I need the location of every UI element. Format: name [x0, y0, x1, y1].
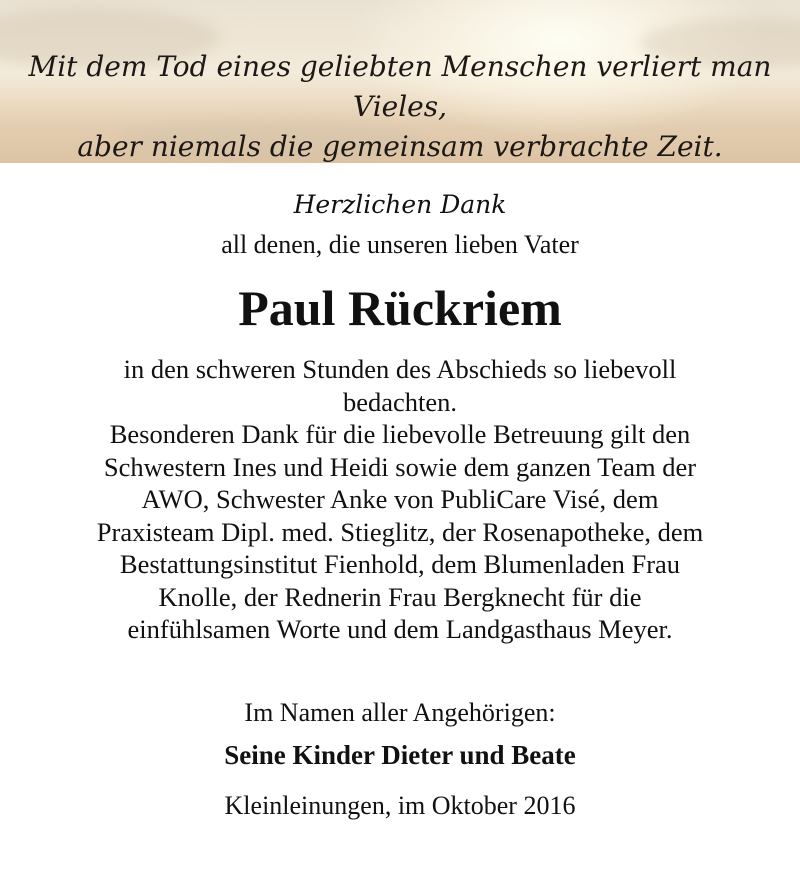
place-and-date: Kleinleinungen, im Oktober 2016: [224, 791, 576, 820]
signers: Seine Kinder Dieter und Beate: [224, 740, 576, 770]
body-line: AWO, Schwester Anke von PubliCare Visé, dem: [141, 484, 659, 514]
body-line: bedachten.: [342, 386, 458, 417]
intro-text: all denen, die unseren lieben Vater: [221, 230, 579, 259]
body-line: Besonderen Dank für die liebevolle Betreuung gilt den: [109, 419, 691, 449]
body-line: einfühlsamen Worte und dem Landgasthaus Meyer.: [127, 614, 673, 644]
thanks-heading: Herzlichen Dank: [293, 190, 507, 219]
header-quote: [0, 47, 800, 167]
body-line: in den schweren Stunden des Abschieds so liebevoll: [123, 354, 677, 384]
thanks-body: [45, 353, 755, 646]
sunset-header-image: [0, 0, 800, 163]
closing-line: Im Namen aller Angehörigen:: [244, 698, 556, 727]
body-line: Praxisteam Dipl. med. Stieglitz, der Rosenapotheke, dem: [96, 516, 704, 547]
quote-line-1: Mit dem Tod eines geliebten Menschen verliert man Vieles,: [28, 50, 772, 123]
deceased-name: Paul Rückriem: [238, 280, 562, 336]
body-line: Schwestern Ines und Heidi sowie dem ganzen Team der: [103, 451, 697, 482]
body-line: Bestattungsinstitut Fienhold, dem Blumenladen Frau: [119, 549, 681, 579]
quote-line-2: aber niemals die gemeinsam verbrachte Zeit.: [77, 130, 723, 163]
body-line: Knolle, der Rednerin Frau Bergknecht für die: [158, 581, 642, 612]
